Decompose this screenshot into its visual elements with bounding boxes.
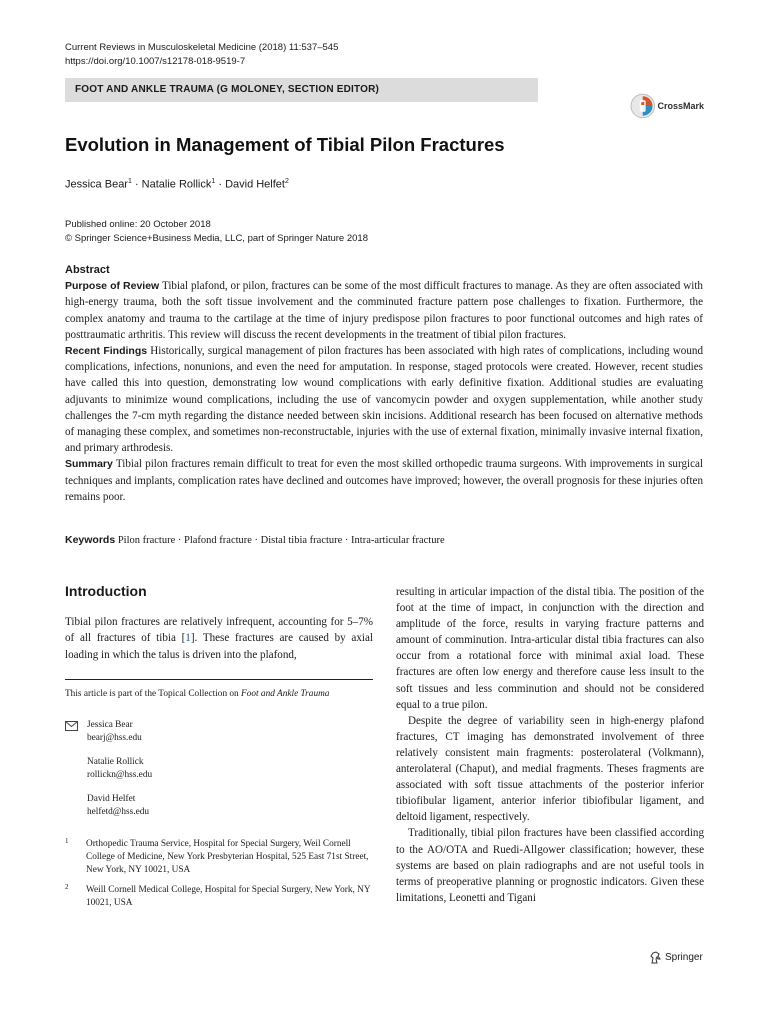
author-name[interactable]: Jessica Bear <box>65 178 128 191</box>
intro-text-part: Tibial pilon fractures are relatively infrequent, accounting for 5–7% of all fractures of tibia [ <box>65 616 373 645</box>
findings-label: Recent Findings <box>65 345 148 358</box>
contact-name: Jessica Bear <box>87 720 133 730</box>
author-affiliation-mark: 2 <box>284 178 289 185</box>
affiliation-entry <box>65 838 373 877</box>
footnote-divider <box>65 679 373 680</box>
contact-list <box>65 719 373 830</box>
journal-header <box>65 41 338 69</box>
abstract-purpose <box>65 278 703 343</box>
affiliation-entry <box>65 884 373 910</box>
contact-entry <box>87 793 373 819</box>
contact-email[interactable]: bearj@hss.edu <box>87 733 142 743</box>
publisher-logo <box>649 951 703 964</box>
affiliation-number: 1 <box>65 837 69 845</box>
introduction-left-paragraph <box>65 614 373 663</box>
introduction-right-column <box>396 584 704 906</box>
topical-collection-note <box>65 689 329 699</box>
affiliation-number: 2 <box>65 883 69 891</box>
contact-name: Natalie Rollick <box>87 757 144 767</box>
crossmark-label: CrossMark <box>657 101 704 111</box>
citation-link[interactable]: 1 <box>185 632 191 645</box>
envelope-icon <box>65 721 78 731</box>
summary-label: Summary <box>65 458 113 471</box>
journal-citation: Current Reviews in Musculoskeletal Medicine (2018) 11:537–545 <box>65 42 339 53</box>
introduction-paragraph: resulting in articular impaction of the distal tibia. The position of the foot at the time of impact, in conjunction with the direction and amplitude of the force, results in varying fracture patterns and amount of comminution. Intra-articular distal tibia fractures can also occur from a rotational force with minimal axial load. These fractures are often low energy and therefore cause less insult to the soft tissues and less comminution and should not be considered equal to a true pilon. <box>396 586 704 711</box>
copyright-text: Springer Science+Business Media, LLC, part of Springer Nature 2018 <box>74 233 368 244</box>
keywords-label: Keywords <box>65 534 116 546</box>
springer-horse-icon <box>649 951 662 964</box>
contact-entry <box>87 719 373 745</box>
publisher-name: Springer <box>665 952 703 963</box>
keywords-text: Pilon fracture · Plafond fracture · Distal tibia fracture · Intra-articular fracture <box>117 535 445 546</box>
findings-text: Historically, surgical management of pilon fractures has been associated with high rates of complications, including wound complications, infections, nonunions, and even the need for amputation. In response, staged protocols were created. However, recent studies have called this into question, demonstrating low wound complications with early definitive fixation. Additional studies are evaluating adjuvants to minimize wound complications, including the use of vancomycin powder and oxygen supplementation, while another study challenges the 7-cm myth regarding the distance needed between skin incisions. Additional research has been focused on alternative methods of managing these complex, and sometimes non-reconstructable, injuries with the use of external fixation, minimally invasive internal fixation, and primary arthrodesis. <box>65 345 703 455</box>
contact-entry <box>87 756 373 782</box>
published-date: Published online: 20 October 2018 <box>65 219 211 230</box>
author-separator: · <box>131 178 142 191</box>
contact-email[interactable]: helfetd@hss.edu <box>87 807 150 817</box>
introduction-heading: Introduction <box>65 583 147 599</box>
doi-link[interactable]: https://doi.org/10.1007/s12178-018-9519-7 <box>65 56 246 67</box>
copyright-icon: © <box>65 233 72 244</box>
publication-info <box>65 218 368 246</box>
topical-prefix: This article is part of the Topical Collection on <box>65 689 242 699</box>
author-affiliation-mark: 1 <box>127 178 132 185</box>
topical-collection-name[interactable]: Foot and Ankle Trauma <box>241 689 330 699</box>
purpose-label: Purpose of Review <box>65 280 160 293</box>
author-name[interactable]: David Helfet <box>225 178 285 191</box>
affiliation-text: Orthopedic Trauma Service, Hospital for Special Surgery, Weil Cornell College of Medicine, New York Presbyterian Hospital, 525 East 71st Street, New York, NY 10021, USA <box>86 839 369 875</box>
abstract-summary <box>65 456 703 505</box>
crossmark-icon <box>630 93 655 119</box>
section-banner: FOOT AND ANKLE TRAUMA (G MOLONEY, SECTION EDITOR) <box>65 78 538 102</box>
introduction-paragraph: Despite the degree of variability seen in high-energy plafond fractures, CT imaging has demonstrated involvement of three relatively consistent main fragments: posterolateral (Volkmann), anterolateral (Chaput), and medial fragments. Theses fragments are associated with soft tissue attachments of the posterior inferior tibiofibular ligament, anterior inferior tibiofibular ligament, and deltoid ligament, respectively. <box>396 714 704 824</box>
summary-text: Tibial pilon fractures remain difficult to treat for even the most skilled orthopedic trauma surgeons. With improvements in surgical techniques and implants, complication rates have declined and outcomes have improved; however, the overall prognosis for these injuries often remains poor. <box>65 458 704 503</box>
affiliation-text: Weill Cornell Medical College, Hospital for Special Surgery, New York, NY 10021, USA <box>86 885 371 908</box>
intro-text-part: ]. These fractures are caused by axial loading in which the talus is driven into the plafond, <box>65 632 373 661</box>
abstract-heading: Abstract <box>65 264 110 276</box>
purpose-text: Tibial plafond, or pilon, fractures can be some of the most difficult fractures to manage. As they are often associated with high-energy trauma, both the soft tissue involvement and the comminuted fracture pattern pose challenges to fixation. Furthermore, the complex anatomy and trauma to the cartilage at the time of injury predispose pilon fractures to poor functional outcomes and high rates of posttraumatic arthritis. This review will discuss the recent developments in the treatment of tibial pilon fractures. <box>65 280 703 341</box>
abstract-section <box>65 262 703 505</box>
copyright-line <box>65 232 368 246</box>
contact-email[interactable]: rollickn@hss.edu <box>87 770 153 780</box>
abstract-findings <box>65 343 703 456</box>
author-affiliation-mark: 1 <box>211 178 216 185</box>
keywords-line <box>65 534 445 546</box>
crossmark-badge[interactable] <box>630 91 704 121</box>
author-name[interactable]: Natalie Rollick <box>141 178 212 191</box>
article-title: Evolution in Management of Tibial Pilon Fractures <box>65 134 505 155</box>
contact-name: David Helfet <box>87 794 136 804</box>
introduction-paragraph: Traditionally, tibial pilon fractures have been classified according to the AO/OTA and Ruedi-Allgower classification; however, these systems are based on plain radiographs and are not useful tools in terms of preoperative planning or prognostic indicators. Given these limitations, Leonetti and Tigani <box>396 827 704 904</box>
author-separator: · <box>215 178 226 191</box>
author-list <box>65 178 289 191</box>
affiliation-list <box>65 838 373 917</box>
